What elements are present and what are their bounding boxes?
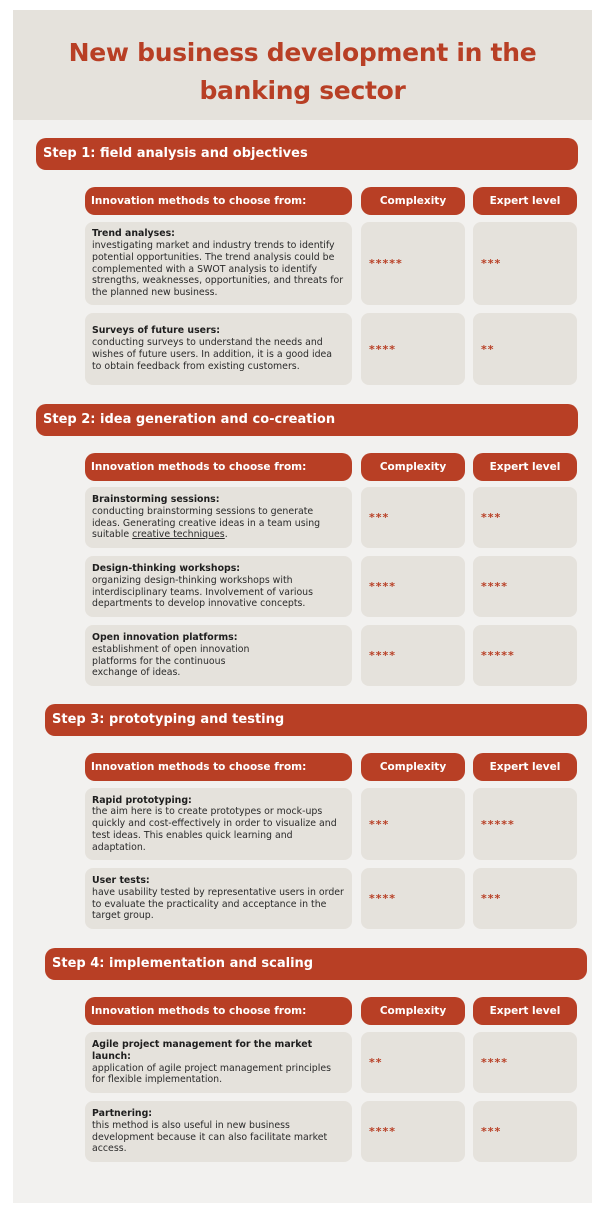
expert-cell-brainstorming <box>473 487 577 548</box>
complexity-stars: ***** <box>369 257 403 270</box>
method-description: this method is also useful in new business development because it can also facilitate market access. <box>92 1119 328 1155</box>
step-3-expert-header: Expert level <box>473 753 577 781</box>
complexity-cell-rapid-prototyping <box>361 788 465 860</box>
complexity-cell-surveys <box>361 313 465 385</box>
complexity-cell-partnering <box>361 1101 465 1162</box>
step-3-complexity-header: Complexity <box>361 753 465 781</box>
method-cell-trend-analyses <box>85 222 352 305</box>
step-4-banner: Step 4: implementation and scaling <box>45 948 587 980</box>
method-title: Agile project management for the market launch: <box>92 1038 313 1062</box>
step-4-expert-header: Expert level <box>473 997 577 1025</box>
step-3-methods-header: Innovation methods to choose from: <box>85 753 352 781</box>
complexity-stars: **** <box>369 892 397 905</box>
complexity-stars: *** <box>369 511 390 524</box>
step-4-complexity-header: Complexity <box>361 997 465 1025</box>
method-title: Surveys of future users: <box>92 325 220 337</box>
step-3-banner: Step 3: prototyping and testing <box>45 704 587 736</box>
method-cell-partnering <box>85 1101 352 1162</box>
expert-cell-agile-pm <box>473 1032 577 1093</box>
expert-cell-user-tests <box>473 868 577 929</box>
complexity-stars: **** <box>369 649 397 662</box>
step-1-methods-header: Innovation methods to choose from: <box>85 187 352 215</box>
complexity-stars: **** <box>369 342 397 356</box>
expert-stars: *** <box>481 511 502 524</box>
step-2-banner: Step 2: idea generation and co-creation <box>36 404 578 436</box>
step-1-complexity-header: Complexity <box>361 187 465 215</box>
complexity-stars: *** <box>369 817 390 831</box>
complexity-cell-agile-pm <box>361 1032 465 1093</box>
expert-stars: *** <box>481 257 502 270</box>
expert-stars: ***** <box>481 817 515 831</box>
expert-cell-open-innovation <box>473 625 577 686</box>
expert-stars: *** <box>481 892 502 905</box>
complexity-stars: **** <box>369 580 397 593</box>
complexity-stars: ** <box>369 1056 383 1069</box>
page-title: New business development in the banking sector <box>68 38 537 105</box>
expert-stars: **** <box>481 1056 509 1069</box>
complexity-cell-open-innovation <box>361 625 465 686</box>
method-description: organizing design-thinking workshops with interdisciplinary teams. Involvement of various departments to develop innovative concepts. <box>92 574 314 610</box>
method-cell-design-thinking <box>85 556 352 617</box>
creative-techniques-link[interactable]: creative techniques <box>132 529 225 541</box>
infographic-page <box>13 10 592 1203</box>
expert-stars: **** <box>481 580 509 593</box>
complexity-cell-design-thinking <box>361 556 465 617</box>
step-2-expert-header: Expert level <box>473 453 577 481</box>
title-band <box>13 10 592 120</box>
method-cell-open-innovation <box>85 625 352 686</box>
method-title: Trend analyses: <box>92 228 175 240</box>
method-cell-surveys <box>85 313 352 385</box>
expert-stars: ***** <box>481 649 515 662</box>
complexity-cell-brainstorming <box>361 487 465 548</box>
complexity-stars: **** <box>369 1125 397 1138</box>
method-title: Open innovation platforms: <box>92 631 238 643</box>
expert-cell-surveys <box>473 313 577 385</box>
method-description: conducting surveys to understand the needs and wishes of future users. In addition, it is a good idea to obtain feedback from existing customers. <box>92 337 333 372</box>
method-description: application of agile project management principles for flexible implementation. <box>92 1062 331 1086</box>
method-title: User tests: <box>92 874 150 886</box>
step-4-methods-header: Innovation methods to choose from: <box>85 997 352 1025</box>
method-cell-user-tests <box>85 868 352 929</box>
method-description: have usability tested by representative users in order to evaluate the practicality and acceptance in the target group. <box>92 886 344 922</box>
method-description: investigating market and industry trends to identify potential opportunities. The trend analysis could be complemented with a SWOT analysis to identify strengths, weaknesses, opportunities, and threats for the planned new business. <box>92 239 344 299</box>
expert-cell-design-thinking <box>473 556 577 617</box>
method-description: conducting brainstorming sessions to generate ideas. Generating creative ideas in a team using suitable <box>92 505 321 541</box>
method-description-end: . <box>224 529 228 541</box>
method-description: establishment of open innovation platforms for the continuous exchange of ideas. <box>92 643 250 679</box>
method-cell-brainstorming <box>85 487 352 548</box>
method-cell-agile-pm <box>85 1032 352 1093</box>
method-cell-rapid-prototyping <box>85 788 352 860</box>
method-title: Partnering: <box>92 1107 153 1119</box>
method-description: the aim here is to create prototypes or mock-ups quickly and cost-effectively in order to visualize and test ideas. This enables quick learning and adaptation. <box>92 806 337 853</box>
expert-stars: ** <box>481 342 495 356</box>
complexity-cell-trend-analyses <box>361 222 465 305</box>
expert-cell-rapid-prototyping <box>473 788 577 860</box>
expert-stars: *** <box>481 1125 502 1138</box>
expert-cell-partnering <box>473 1101 577 1162</box>
expert-cell-trend-analyses <box>473 222 577 305</box>
method-title: Brainstorming sessions: <box>92 493 220 505</box>
method-title: Rapid prototyping: <box>92 794 192 806</box>
step-1-banner: Step 1: field analysis and objectives <box>36 138 578 170</box>
step-1-expert-header: Expert level <box>473 187 577 215</box>
step-2-complexity-header: Complexity <box>361 453 465 481</box>
complexity-cell-user-tests <box>361 868 465 929</box>
method-title: Design-thinking workshops: <box>92 562 241 574</box>
step-2-methods-header: Innovation methods to choose from: <box>85 453 352 481</box>
